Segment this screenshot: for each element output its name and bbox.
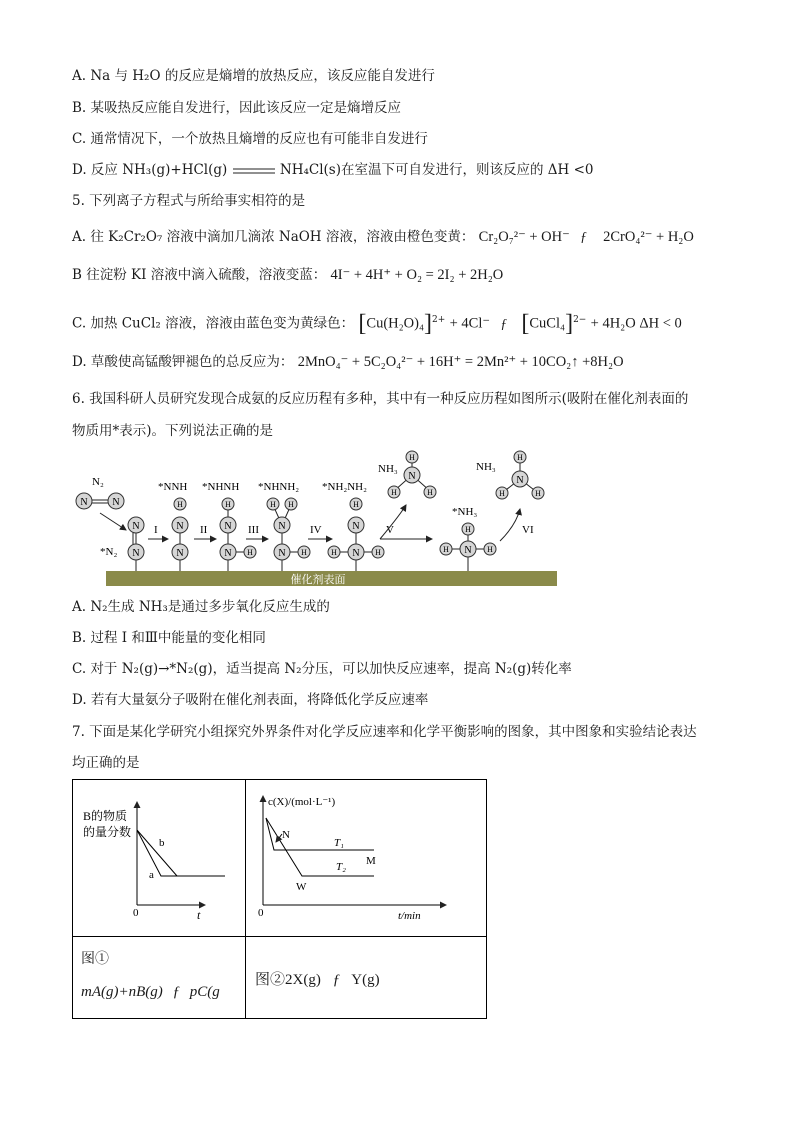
figure-1-graph [73, 780, 245, 936]
catalyst-surface-label: 催化剂表面 [290, 574, 346, 586]
q5-option-c [72, 310, 682, 337]
species-nh2nh2: *NH₂NH₂ [322, 481, 367, 493]
figure-2-graph [246, 780, 486, 936]
figure-table [72, 779, 487, 1019]
atom-h-label: H [247, 548, 253, 557]
atom-h-label: H [331, 548, 337, 557]
q5-c-eq3: CuCl₄ [529, 315, 566, 332]
q6-option-c: C. 对于 N₂(g)→*N₂(g)，适当提高 N₂分压，可以加快反应速率，提高 N₂(g)转化率 [72, 661, 572, 677]
left-bracket: [ [358, 310, 367, 337]
atom-h-label: H [353, 500, 359, 509]
atom-n-label: N [278, 548, 286, 559]
q4-option-d [72, 160, 594, 181]
q5-option-a [72, 227, 694, 247]
q4-option-a: A. Na 与 H₂O 的反应是熵增的放热反应，该反应能自发进行 [72, 68, 435, 84]
step-label-iii: III [248, 524, 259, 536]
equilibrium-f-symbol: ƒ [500, 315, 508, 331]
q5-option-d [72, 352, 624, 372]
q5-a-eq2: 2CrO₄²⁻ + H₂O [603, 229, 694, 245]
fig2-origin: 0 [258, 907, 264, 919]
atom-h-label: H [427, 488, 433, 497]
atom-h-label: H [177, 500, 183, 509]
atom-h-label: H [443, 545, 449, 554]
q5-b-text: B 往淀粉 KI 溶液中滴入硫酸，溶液变蓝： [72, 267, 327, 283]
atom-n-label: N [278, 521, 286, 532]
fig2-point-m: M [366, 855, 376, 867]
q5-b-eq: 4I⁻ + 4H⁺ + O₂ = 2I₂ + 2H₂O [330, 267, 504, 283]
q4-option-c: C. 通常情况下，一个放热且熵增的反应也有可能非自发进行 [72, 131, 428, 147]
species-nnh: *NNH [158, 481, 188, 493]
q6-stem-line1: 6. 我国科研人员研究发现合成氨的反应历程有多种，其中有一种反应历程如图所示(吸附在催化剂表面的 [72, 391, 689, 407]
atom-n-label: N [464, 545, 472, 556]
double-arrow-icon [232, 161, 276, 181]
q5-d-text: D. 草酸使高锰酸钾褪色的总反应为： [72, 354, 294, 370]
fig2-point-n: N [282, 829, 290, 841]
fig2-point-w: W [296, 881, 307, 893]
fig1-origin: 0 [133, 907, 139, 919]
nh3-label: NH₃ [378, 463, 398, 475]
atom-h-label: H [270, 500, 276, 509]
q5-a-text: A. 往 K₂Cr₂O₇ 溶液中滴加几滴浓 NaOH 溶液，溶液由橙色变黄： [72, 229, 475, 245]
atom-n-label: N [176, 521, 184, 532]
fig1-ylabel-line1: B的物质 [83, 809, 128, 823]
fig1-label-b: b [159, 837, 165, 849]
q4-option-d-pre: D. 反应 NH₃(g)+HCl(g) [72, 162, 228, 178]
q7-stem-line1: 7. 下面是某化学研究小组探究外界条件对化学反应速率和化学平衡影响的图象，其中图象和实验结论表达 [72, 724, 697, 740]
q6-option-a: A. N₂生成 NH₃是通过多步氧化反应生成的 [72, 599, 330, 615]
atom-h-label: H [301, 548, 307, 557]
fig1-eq-post: pC(g [189, 984, 220, 1000]
species-nhnh2: *NHNH₂ [258, 481, 300, 493]
fig2-label-t2: T₂ [336, 861, 346, 873]
atom-n-label: N [408, 471, 416, 482]
fig1-equation [81, 984, 244, 1001]
step-label-iv: IV [310, 524, 322, 536]
q4-option-b: B. 某吸热反应能自发进行，因此该反应一定是熵增反应 [72, 100, 402, 116]
q5-c-charge1: 2+ [432, 315, 446, 325]
fig2-label-t1: T₁ [334, 837, 344, 849]
atom-h-label: H [288, 500, 294, 509]
q5-c-eq2: + 4Cl⁻ [449, 315, 491, 332]
atom-h-label: H [375, 548, 381, 557]
species-nh3-star: *NH₃ [452, 506, 478, 518]
q7-stem-line2: 均正确的是 [72, 755, 140, 771]
step-label-ii: II [200, 524, 208, 536]
q5-c-text: C. 加热 CuCl₂ 溶液，溶液由蓝色变为黄绿色： [72, 315, 355, 332]
atom-h-label: H [535, 489, 541, 498]
fig2-curve-t2 [266, 818, 374, 876]
species-nhnh: *NHNH [202, 481, 240, 493]
atom-n-label: N [224, 548, 232, 559]
atom-n-label: N [80, 497, 88, 508]
q5-c-eq4: + 4H₂O ΔH < 0 [590, 315, 682, 332]
atom-n-label: N [132, 521, 140, 532]
n2-star-label: *N₂ [100, 546, 118, 558]
atom-n-label: N [224, 521, 232, 532]
atom-n-label: N [176, 548, 184, 559]
atom-h-label: H [225, 500, 231, 509]
q5-c-eq1: Cu(H₂O)₄ [366, 315, 425, 332]
atom-h-label: H [499, 489, 505, 498]
left-bracket: [ [521, 310, 530, 337]
q6-option-d: D. 若有大量氨分子吸附在催化剂表面，将降低化学反应速率 [72, 692, 429, 708]
atom-n-label: N [112, 497, 120, 508]
q5-stem: 5. 下列离子方程式与所给事实相符的是 [72, 193, 306, 209]
fig2-ylabel: c(X)/(mol·L⁻¹) [268, 796, 336, 808]
fig2-caption [255, 968, 380, 989]
fig1-eq-pre: mA(g)+nB(g) [81, 984, 163, 1000]
fig1-caption: 图① [81, 951, 109, 967]
equilibrium-f-symbol: ƒ [580, 229, 587, 244]
q6-stem-line2: 物质用*表示)。下列说法正确的是 [72, 423, 274, 439]
atom-n-label: N [516, 475, 524, 486]
q4-option-d-post: NH₄Cl(s)在室温下可自发进行，则该反应的 ΔH <0 [279, 162, 594, 178]
q5-d-eq: 2MnO₄⁻ + 5C₂O₄²⁻ + 16H⁺ = 2Mn²⁺ + 10CO₂↑ +8H₂O [297, 354, 624, 370]
step-label-i: I [154, 524, 158, 536]
atom-h-label: H [391, 488, 397, 497]
atom-n-label: N [352, 521, 360, 532]
atom-n-label: N [352, 548, 360, 559]
q6-option-b: B. 过程 I 和Ⅲ中能量的变化相同 [72, 630, 266, 646]
fig2-caption-eq-pre: 图②2X(g) [255, 972, 321, 988]
fig1-xlabel: t [197, 908, 201, 922]
reaction-pathway-diagram [60, 445, 570, 590]
atom-h-label: H [465, 525, 471, 534]
atom-h-label: H [487, 545, 493, 554]
fig2-xlabel: t/min [398, 910, 421, 922]
q5-a-eq: Cr₂O₇²⁻ + OH⁻ [478, 229, 570, 245]
step-label-vi: VI [522, 524, 534, 536]
atom-h-label: H [409, 453, 415, 462]
fig1-ylabel-line2: 的量分数 [83, 825, 132, 839]
atom-n-label: N [132, 548, 140, 559]
n2-label: N₂ [92, 476, 104, 488]
right-bracket: ] [424, 310, 433, 337]
equilibrium-f-symbol: ƒ [172, 984, 181, 1000]
fig2-caption-eq-post: Y(g) [351, 972, 380, 988]
equilibrium-f-symbol: ƒ [332, 972, 341, 988]
q5-option-b [72, 265, 503, 285]
atom-h-label: H [517, 453, 523, 462]
nh3-label: NH₃ [476, 461, 496, 473]
step-label-v: V [386, 524, 394, 536]
fig1-label-a: a [149, 869, 154, 881]
right-bracket: ] [565, 310, 574, 337]
q5-c-charge2: 2− [573, 315, 587, 325]
